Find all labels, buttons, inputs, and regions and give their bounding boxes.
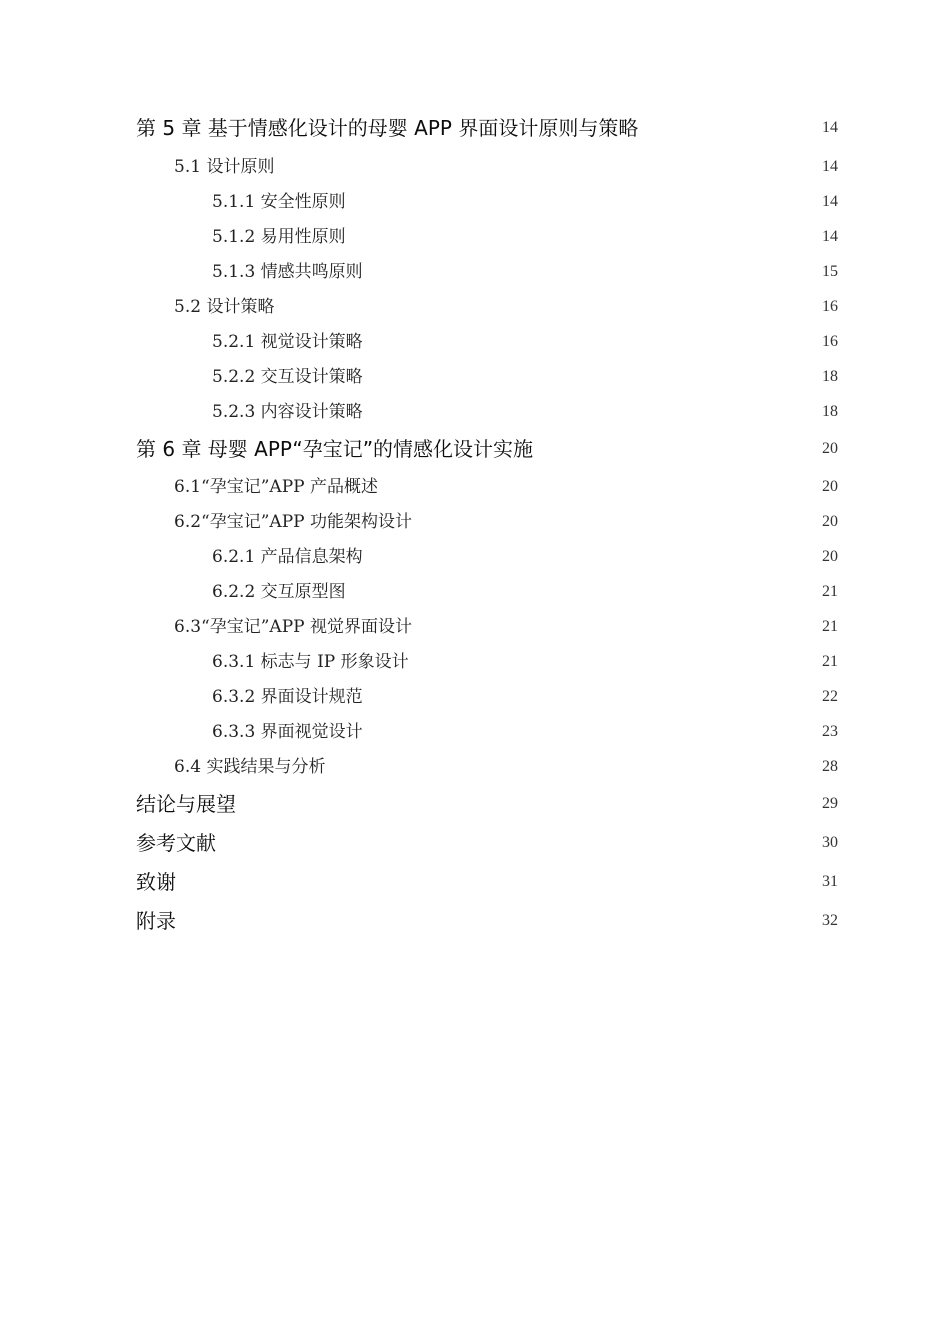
toc-entry-page: 21 — [822, 583, 838, 600]
toc-entry-page: 20 — [822, 478, 838, 495]
toc-entry-page: 18 — [822, 368, 838, 385]
toc-entry-title: 第 5 章 基于情感化设计的母婴 APP 界面设计原则与策略 — [136, 116, 639, 140]
toc-entry-title: 参考文献 — [136, 831, 216, 855]
toc-entry-section-6-2-2[interactable] — [0, 577, 950, 607]
toc-entry-title: 5.1 设计原则 — [174, 157, 275, 177]
toc-entry-chapter-6[interactable] — [0, 434, 950, 464]
toc-entry-section-5-1-3[interactable] — [0, 257, 950, 287]
toc-entry-page: 16 — [822, 333, 838, 350]
toc-entry-section-6-3-2[interactable] — [0, 682, 950, 712]
toc-entry-section-5-1-1[interactable] — [0, 187, 950, 217]
toc-entry-title: 6.1“孕宝记”APP 产品概述 — [174, 477, 378, 497]
toc-entry-title: 6.2.1 产品信息架构 — [212, 547, 363, 567]
toc-entry-page: 21 — [822, 653, 838, 670]
toc-entry-title: 附录 — [136, 909, 176, 933]
toc-entry-section-6-1[interactable] — [0, 472, 950, 502]
toc-entry-page: 15 — [822, 263, 838, 280]
toc-entry-title: 6.2.2 交互原型图 — [212, 582, 346, 602]
toc-entry-conclusion[interactable] — [0, 789, 950, 819]
toc-entry-page: 14 — [822, 119, 838, 136]
toc-entry-title: 5.2.1 视觉设计策略 — [212, 332, 363, 352]
toc-entry-page: 23 — [822, 723, 838, 740]
toc-entry-title: 6.3.3 界面视觉设计 — [212, 722, 363, 742]
toc-entry-chapter-5[interactable] — [0, 113, 950, 143]
toc-entry-page: 20 — [822, 440, 838, 457]
toc-entry-section-6-3-3[interactable] — [0, 717, 950, 747]
toc-entry-section-5-2[interactable] — [0, 292, 950, 322]
toc-entry-title: 结论与展望 — [136, 792, 236, 816]
toc-entry-page: 14 — [822, 228, 838, 245]
toc-entry-page: 14 — [822, 158, 838, 175]
toc-entry-section-6-3-1[interactable] — [0, 647, 950, 677]
toc-entry-title: 6.3“孕宝记”APP 视觉界面设计 — [174, 617, 412, 637]
toc-entry-page: 28 — [822, 758, 838, 775]
toc-entry-section-6-3[interactable] — [0, 612, 950, 642]
toc-entry-title: 6.3.1 标志与 IP 形象设计 — [212, 652, 409, 672]
toc-entry-title: 第 6 章 母婴 APP“孕宝记”的情感化设计实施 — [136, 437, 534, 461]
toc-entry-title: 5.2.3 内容设计策略 — [212, 402, 363, 422]
toc-entry-section-5-2-2[interactable] — [0, 362, 950, 392]
toc-entry-page: 22 — [822, 688, 838, 705]
toc-entry-page: 30 — [822, 834, 838, 851]
toc-entry-title: 5.2.2 交互设计策略 — [212, 367, 363, 387]
toc-entry-title: 5.1.3 情感共鸣原则 — [212, 262, 363, 282]
toc-entry-page: 20 — [822, 513, 838, 530]
toc-entry-page: 21 — [822, 618, 838, 635]
toc-entry-page: 14 — [822, 193, 838, 210]
toc-entry-references[interactable] — [0, 828, 950, 858]
toc-entry-page: 16 — [822, 298, 838, 315]
toc-entry-page: 18 — [822, 403, 838, 420]
toc-entry-title: 6.4 实践结果与分析 — [174, 757, 326, 777]
toc-entry-title: 6.2“孕宝记”APP 功能架构设计 — [174, 512, 412, 532]
toc-entry-section-5-1-2[interactable] — [0, 222, 950, 252]
toc-entry-section-5-2-1[interactable] — [0, 327, 950, 357]
toc-entry-title: 致谢 — [136, 870, 176, 894]
toc-entry-section-5-2-3[interactable] — [0, 397, 950, 427]
toc-entry-page: 31 — [822, 873, 838, 890]
toc-entry-page: 29 — [822, 795, 838, 812]
toc-entry-title: 6.3.2 界面设计规范 — [212, 687, 363, 707]
toc-entry-page: 20 — [822, 548, 838, 565]
toc-entry-section-6-2-1[interactable] — [0, 542, 950, 572]
toc-entry-title: 5.1.2 易用性原则 — [212, 227, 346, 247]
toc-entry-title: 5.1.1 安全性原则 — [212, 192, 346, 212]
toc-entry-title: 5.2 设计策略 — [174, 297, 275, 317]
toc-entry-section-6-2[interactable] — [0, 507, 950, 537]
toc-entry-acknowledgements[interactable] — [0, 867, 950, 897]
toc-entry-appendix[interactable] — [0, 906, 950, 936]
toc-entry-page: 32 — [822, 912, 838, 929]
toc-entry-section-5-1[interactable] — [0, 152, 950, 182]
toc-entry-section-6-4[interactable] — [0, 752, 950, 782]
